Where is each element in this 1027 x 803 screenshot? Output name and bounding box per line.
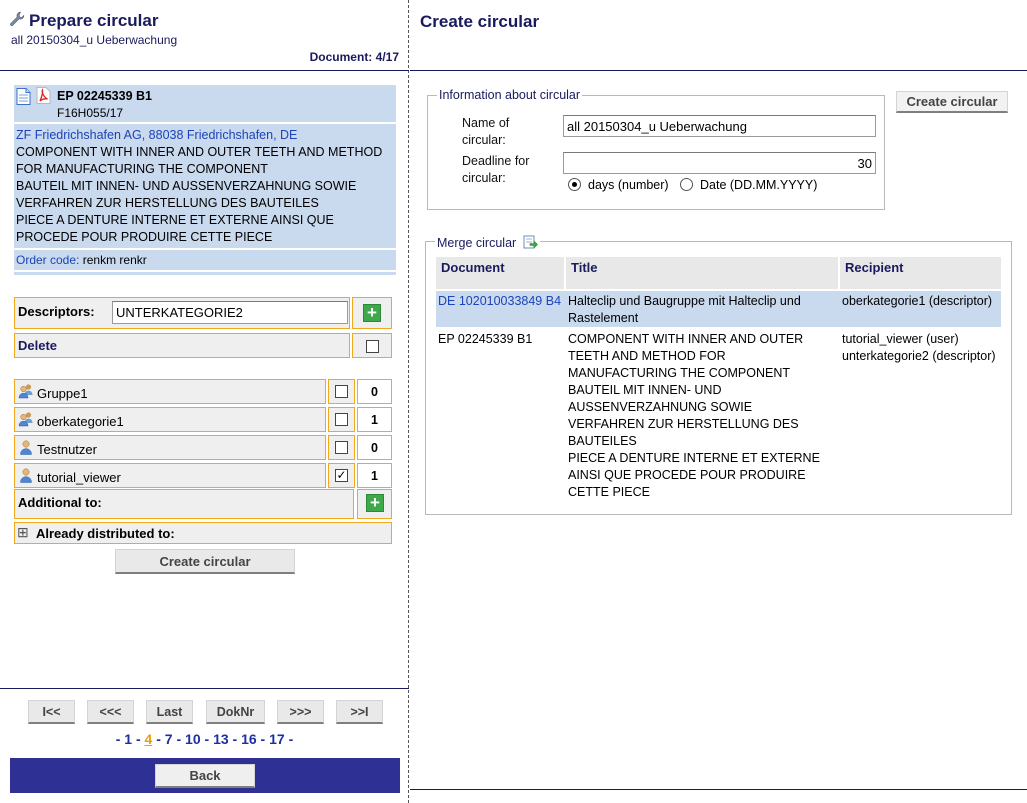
row-title [566, 293, 838, 327]
merge-legend-text: Merge circular [437, 236, 517, 250]
recipient-checkbox[interactable] [335, 413, 348, 426]
already-distributed-row[interactable] [14, 522, 392, 544]
back-button[interactable]: Back [155, 764, 255, 788]
order-code-row [14, 250, 396, 270]
row-title-line: COMPONENT WITH INNER AND OUTER [568, 332, 804, 346]
row-recipient-line: unterkategorie2 (descriptor) [842, 349, 996, 363]
next-document-button[interactable]: >>> [277, 700, 324, 724]
row-recipient-line: tutorial_viewer (user) [842, 332, 959, 346]
recipient-row [14, 407, 326, 432]
deadline-input[interactable] [563, 152, 876, 174]
recipient-name: Gruppe1 [37, 386, 88, 401]
row-document-link[interactable]: DE 102010033849 B4 [438, 294, 562, 308]
recipient-checkbox-cell [328, 435, 355, 460]
deadline-label-line: circular: [462, 171, 506, 185]
order-code-label: Order code: [16, 253, 80, 267]
document-title-line: VERFAHREN ZUR HERSTELLUNG DES BAUTEILES [16, 196, 319, 210]
deadline-label [462, 153, 529, 187]
column-header-recipient: Recipient [840, 257, 1001, 289]
document-block [14, 85, 396, 277]
row-recipient: oberkategorie1 (descriptor) [842, 294, 993, 308]
recipient-count-cell [357, 463, 392, 488]
left-title-text: Prepare circular [29, 11, 159, 30]
date-radio[interactable] [680, 178, 693, 191]
row-title-line: TEETH AND METHOD FOR [568, 349, 726, 363]
merge-icon[interactable] [523, 235, 538, 249]
document-class-code: F16H055/17 [57, 106, 124, 120]
last-document-button[interactable]: >>I [336, 700, 383, 724]
descriptors-row [14, 297, 350, 329]
right-footer-divider [410, 789, 1027, 790]
column-header-title: Title [566, 257, 838, 289]
date-radio-label: Date (DD.MM.YYYY) [700, 178, 818, 192]
document-icon[interactable] [16, 88, 31, 105]
recipient-checkbox-cell [328, 407, 355, 432]
deadline-label-line: Deadline for [462, 154, 530, 168]
left-subtitle: all 20150304_u Ueberwachung [11, 33, 178, 47]
first-document-button[interactable]: I<< [28, 700, 75, 724]
group-icon [18, 411, 34, 427]
create-circular-button-right[interactable]: Create circular [896, 91, 1008, 113]
add-recipient-cell [357, 489, 392, 519]
last-button[interactable]: Last [146, 700, 193, 724]
plus-icon[interactable]: + [366, 494, 384, 512]
row-title-line: PIECE A DENTURE INTERNE ET EXTERNE [568, 451, 820, 465]
applicant-link[interactable]: ZF Friedrichshafen AG, 88038 Friedrichshafen, DE [16, 128, 298, 142]
page-link[interactable]: 13 [213, 731, 229, 747]
recipient-count: 1 [371, 413, 378, 427]
add-descriptor-cell [352, 297, 392, 329]
name-label [462, 115, 509, 149]
wrench-icon [9, 11, 25, 27]
nav-divider [0, 688, 409, 689]
information-legend: Information about circular [439, 88, 581, 102]
recipient-name: oberkategorie1 [37, 414, 124, 429]
right-header-divider [410, 70, 1027, 71]
row-recipient [840, 331, 998, 365]
recipient-checkbox[interactable] [335, 385, 348, 398]
recipient-row [14, 463, 326, 488]
row-title-line: Rastelement [568, 311, 639, 325]
page-link[interactable]: 10 [185, 731, 201, 747]
document-details [14, 124, 396, 248]
recipient-count-cell [357, 379, 392, 404]
document-header [14, 85, 396, 122]
doknr-button[interactable]: DokNr [206, 700, 265, 724]
recipient-checkbox-cell [328, 379, 355, 404]
row-document: EP 02245339 B1 [438, 332, 533, 346]
recipient-checkbox[interactable] [335, 441, 348, 454]
page-link[interactable]: 7 [164, 731, 173, 747]
days-radio[interactable] [568, 178, 581, 191]
information-fieldset [427, 88, 885, 210]
recipient-name: tutorial_viewer [37, 470, 121, 485]
merge-legend [435, 235, 540, 250]
name-label-line: Name of [462, 116, 510, 130]
additional-row [14, 489, 354, 519]
page-link[interactable]: 16 [241, 731, 257, 747]
document-title-line: BAUTEIL MIT INNEN- UND AUSSENVERZAHNUNG SOWIE [16, 179, 357, 193]
left-title [9, 11, 158, 31]
left-header-divider [0, 70, 409, 71]
row-title-line: VERFAHREN ZUR HERSTELLUNG DES [568, 417, 799, 431]
row-title [566, 331, 838, 501]
page-link-current[interactable]: 4 [144, 731, 153, 747]
recipient-row [14, 435, 326, 460]
create-circular-button-left[interactable]: Create circular [115, 549, 295, 574]
document-number[interactable]: EP 02245339 B1 [57, 89, 152, 103]
document-counter: Document: 4/17 [309, 50, 399, 64]
row-title-line: MANUFACTURING THE COMPONENT [568, 366, 790, 380]
group-icon [18, 383, 34, 399]
recipient-count: 0 [371, 441, 378, 455]
pdf-icon[interactable] [36, 87, 51, 104]
recipient-count-cell [357, 435, 392, 460]
recipient-checkbox-checked[interactable]: ✓ [336, 468, 347, 482]
user-icon [18, 439, 34, 455]
row-title-line: BAUTEIL MIT INNEN- UND [568, 383, 722, 397]
previous-document-button[interactable]: <<< [87, 700, 134, 724]
delete-checkbox-cell [352, 333, 392, 358]
days-radio-label: days (number) [588, 178, 669, 192]
row-title-line: CETTE PIECE [568, 485, 650, 499]
row-title-line: AUSSENVERZAHNUNG SOWIE [568, 400, 753, 414]
delete-checkbox[interactable] [366, 340, 379, 353]
recipient-count-cell [357, 407, 392, 432]
already-distributed-label: Already distributed to: [36, 526, 175, 541]
descriptors-label: Descriptors: [18, 304, 95, 319]
document-title-line: PROCEDE POUR PRODUIRE CETTE PIECE [16, 230, 273, 244]
page-link[interactable]: 17 [269, 731, 285, 747]
user-icon [18, 467, 34, 483]
right-title: Create circular [420, 12, 540, 31]
recipient-count: 0 [371, 385, 378, 399]
name-label-line: circular: [462, 133, 506, 147]
row-title-line: AINSI QUE PROCEDE POUR PRODUIRE [568, 468, 806, 482]
delete-label: Delete [18, 338, 58, 353]
expand-icon[interactable]: ⊞ [17, 524, 29, 540]
column-header-document: Document [436, 257, 564, 289]
recipient-checkbox-cell [328, 463, 355, 488]
plus-icon[interactable]: + [363, 304, 381, 322]
recipient-count: 1 [371, 469, 378, 483]
order-code-value: renkm renkr [82, 253, 147, 267]
delete-row [14, 333, 350, 358]
document-block-strip [14, 272, 396, 275]
merge-fieldset [425, 236, 1012, 515]
document-title-line: COMPONENT WITH INNER AND OUTER TEETH AND METHOD [16, 145, 383, 159]
left-pane [0, 0, 409, 803]
additional-label: Additional to: [18, 495, 102, 510]
document-title-line: PIECE A DENTURE INTERNE ET EXTERNE AINSI QUE [16, 213, 334, 227]
document-title-line: FOR MANUFACTURING THE COMPONENT [16, 162, 268, 176]
row-title-line: Halteclip und Baugruppe mit Halteclip und [568, 294, 801, 308]
page-links: - 1 - 4 - 7 - 10 - 13 - 16 - 17 - [115, 731, 294, 747]
descriptors-input[interactable] [112, 301, 348, 324]
page-link[interactable]: 1 [124, 731, 133, 747]
recipient-name: Testnutzer [37, 442, 97, 457]
row-title-line: BAUTEILES [568, 434, 637, 448]
circular-name-input[interactable] [563, 115, 876, 137]
recipient-row [14, 379, 326, 404]
